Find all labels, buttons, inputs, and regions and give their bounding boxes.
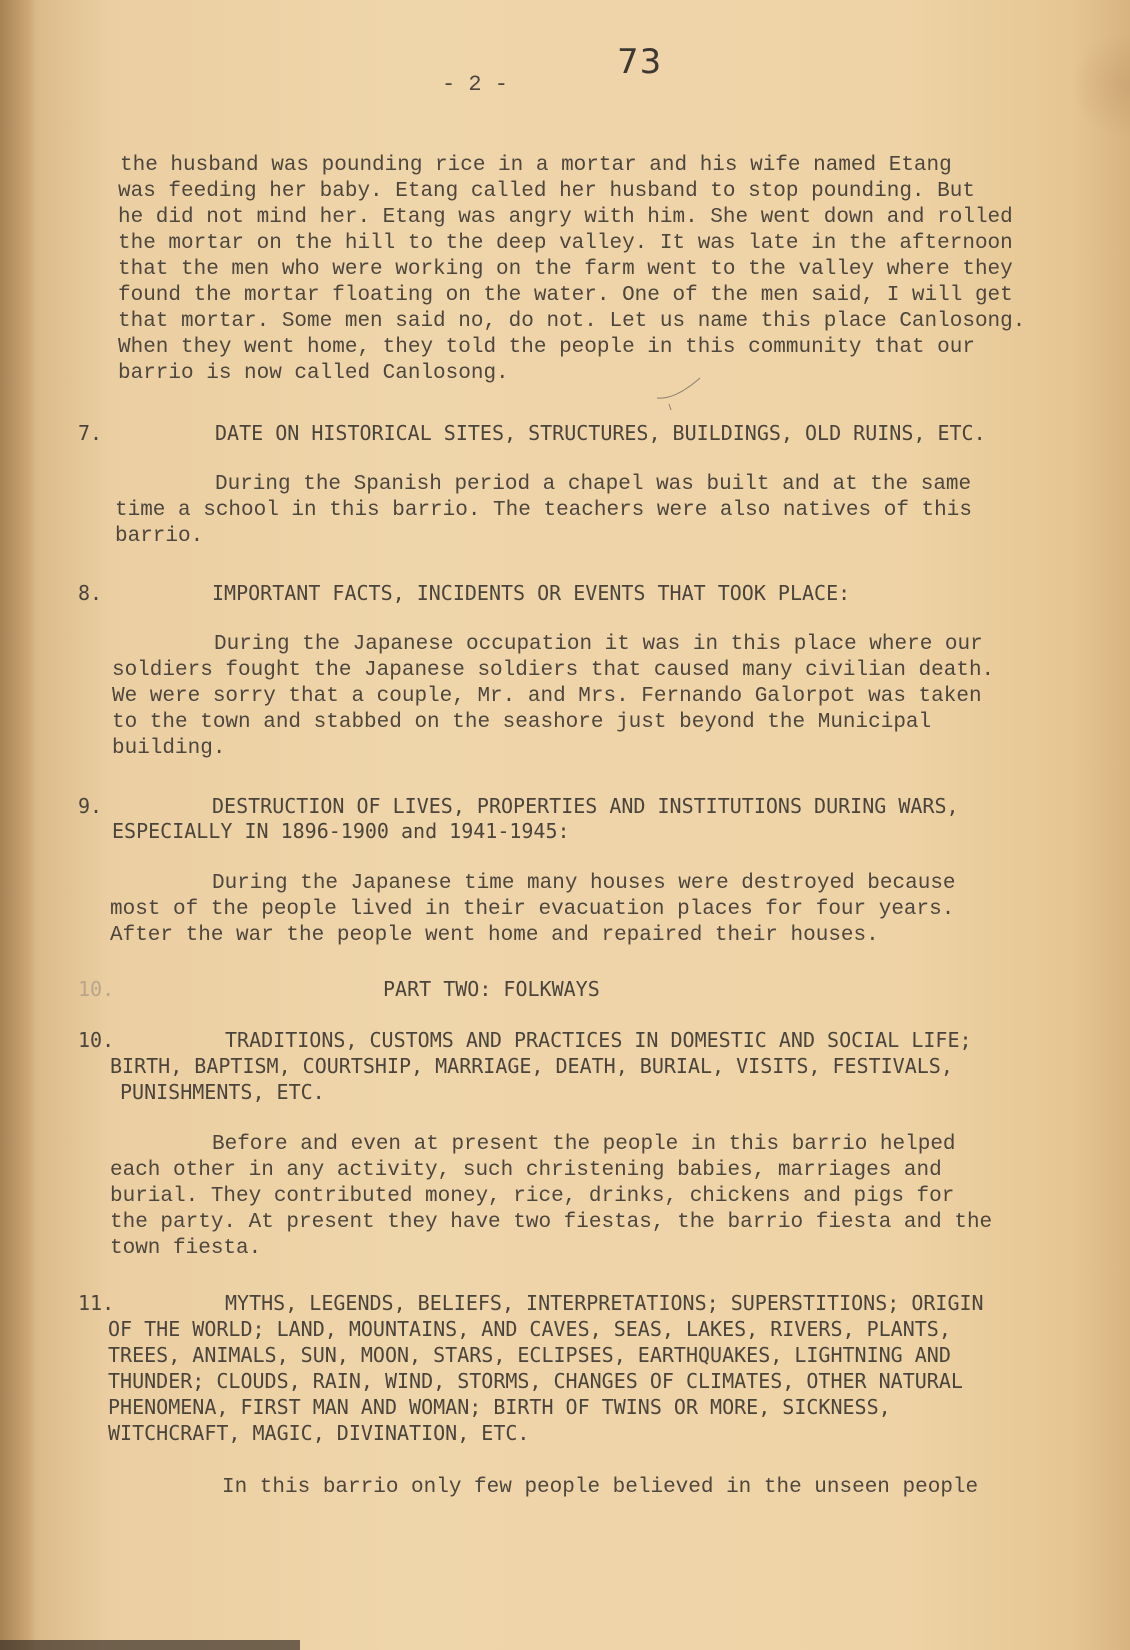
text-line: town fiesta. — [110, 1237, 262, 1260]
section-heading: TREES, ANIMALS, SUN, MOON, STARS, ECLIPSES, EARTHQUAKES, LIGHTNING AND — [108, 1343, 951, 1367]
section-heading: BIRTH, BAPTISM, COURTSHIP, MARRIAGE, DEATH, BURIAL, VISITS, FESTIVALS, — [110, 1054, 953, 1078]
section-heading: PUNISHMENTS, ETC. — [120, 1080, 325, 1104]
page-number: 73 — [617, 42, 663, 82]
text-line: was feeding her baby. Etang called her husband to stop pounding. But — [118, 180, 975, 203]
section-heading: DESTRUCTION OF LIVES, PROPERTIES AND INSTITUTIONS DURING WARS, — [212, 794, 959, 818]
text-line: Before and even at present the people in this barrio helped — [212, 1133, 956, 1156]
text-line: the husband was pounding rice in a mortar and his wife named Etang — [120, 154, 952, 177]
text-line: During the Japanese time many houses were destroyed because — [212, 872, 956, 895]
text-line: most of the people lived in their evacuation places for four years. — [110, 898, 955, 921]
page-marker: - 2 - — [442, 72, 509, 97]
text-line: the party. At present they have two fiestas, the barrio fiesta and the — [110, 1211, 993, 1234]
text-line: time a school in this barrio. The teachers were also natives of this — [115, 499, 972, 522]
section-heading: ESPECIALLY IN 1896-1900 and 1941-1945: — [112, 819, 570, 843]
text-line: During the Japanese occupation it was in this place where our — [214, 633, 983, 656]
section-heading: DATE ON HISTORICAL SITES, STRUCTURES, BUILDINGS, OLD RUINS, ETC. — [215, 421, 986, 445]
section-number: 7. — [78, 421, 103, 445]
text-line: that the men who were working on the farm went to the valley where they — [118, 258, 1013, 281]
text-line: barrio is now called Canlosong. — [118, 362, 509, 385]
section-number: 9. — [78, 794, 103, 818]
text-line: After the war the people went home and repaired their houses. — [110, 924, 879, 947]
text-line: burial. They contributed money, rice, drinks, chickens and pigs for — [110, 1185, 955, 1208]
section-heading: IMPORTANT FACTS, INCIDENTS OR EVENTS THAT TOOK PLACE: — [212, 581, 851, 605]
section-heading: TRADITIONS, CUSTOMS AND PRACTICES IN DOMESTIC AND SOCIAL LIFE; — [225, 1028, 972, 1052]
section-heading: PHENOMENA, FIRST MAN AND WOMAN; BIRTH OF TWINS OR MORE, SICKNESS, — [108, 1395, 891, 1419]
pencil-mark — [655, 370, 715, 410]
text-line: that mortar. Some men said no, do not. Let us name this place Canlosong. — [118, 310, 1026, 333]
section-number: 8. — [78, 581, 103, 605]
binding-edge — [0, 0, 36, 1650]
paper-stain — [1070, 30, 1130, 140]
text-line: We were sorry that a couple, Mr. and Mrs. Fernando Galorpot was taken — [112, 685, 982, 708]
text-line: to the town and stabbed on the seashore just beyond the Municipal — [112, 711, 932, 734]
section-heading: OF THE WORLD; LAND, MOUNTAINS, AND CAVES, SEAS, LAKES, RIVERS, PLANTS, — [108, 1317, 951, 1341]
text-line: barrio. — [115, 525, 204, 548]
section-number: 10. — [78, 1028, 115, 1052]
section-heading: THUNDER; CLOUDS, RAIN, WIND, STORMS, CHANGES OF CLIMATES, OTHER NATURAL — [108, 1369, 963, 1393]
text-line: soldiers fought the Japanese soldiers that caused many civilian death. — [112, 659, 995, 682]
section-heading: WITCHCRAFT, MAGIC, DIVINATION, ETC. — [108, 1421, 530, 1445]
text-line: When they went home, they told the people in this community that our — [118, 336, 975, 359]
text-line: the mortar on the hill to the deep valley. It was late in the afternoon — [118, 232, 1013, 255]
text-line: building. — [112, 737, 226, 760]
section-number: 11. — [78, 1291, 115, 1315]
section-number: 10. — [78, 977, 115, 1001]
text-line: each other in any activity, such christening babies, marriages and — [110, 1159, 942, 1182]
part-heading: PART TWO: FOLKWAYS — [383, 977, 600, 1001]
text-line: During the Spanish period a chapel was built and at the same — [215, 473, 972, 496]
section-heading: MYTHS, LEGENDS, BELIEFS, INTERPRETATIONS; SUPERSTITIONS; ORIGIN — [225, 1291, 984, 1315]
text-line: found the mortar floating on the water. One of the men said, I will get — [118, 284, 1013, 307]
text-line: he did not mind her. Etang was angry with him. She went down and rolled — [118, 206, 1013, 229]
text-line: In this barrio only few people believed in the unseen people — [222, 1476, 979, 1499]
scan-strip — [0, 1640, 300, 1650]
